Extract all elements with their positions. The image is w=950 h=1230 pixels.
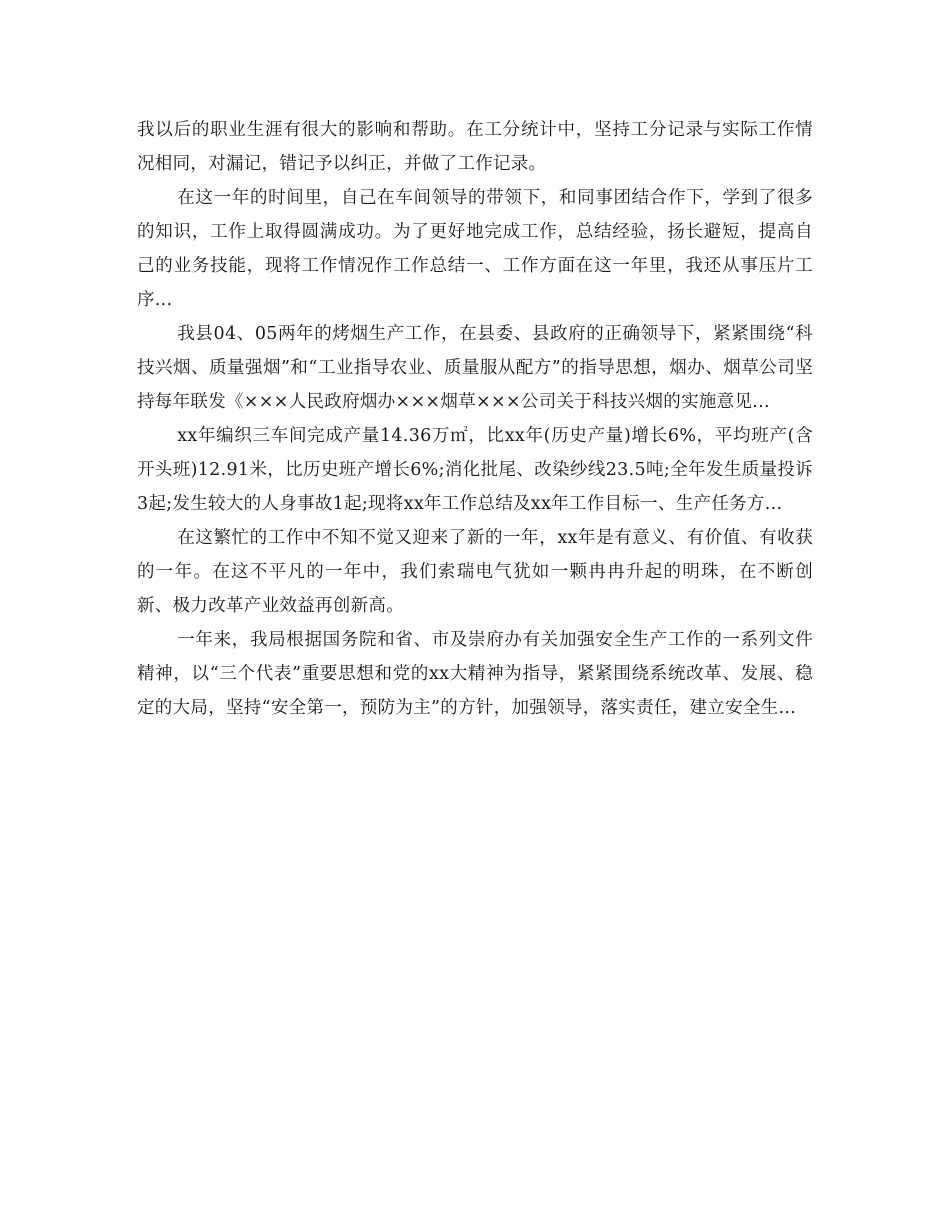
paragraph-workshop-summary: 在这一年的时间里，自己在车间领导的带领下，和同事团结合作下，学到了很多的知识，工作上取得圆满成功。为了更好地完成工作，总结经验，扬长避短，提高自己的业务技能，现将工作情况作工作总结一、工作方面在这一年里，我还从事压片工序... xyxy=(137,188,813,310)
document-body xyxy=(137,113,813,725)
paragraph-safety-production: 一年来，我局根据国务院和省、市及崇府办有关加强安全生产工作的一系列文件精神，以“三个代表”重要思想和党的xx大精神为指导，紧紧围绕系统改革、发展、稳定的大局，坚持“安全第一，预防为主”的方针，加强领导，落实责任，建立安全生... xyxy=(137,630,813,718)
paragraph-tobacco-production: 我县04、05两年的烤烟生产工作，在县委、县政府的正确领导下，紧紧围绕“科技兴烟、质量强烟”和“工业指导农业、质量服从配方”的指导思想，烟办、烟草公司坚持每年联发《×××人民政府烟办×××烟草×××公司关于科技兴烟的实施意见... xyxy=(137,324,813,412)
paragraph-new-year: 在这繁忙的工作中不知不觉又迎来了新的一年，xx年是有意义、有价值、有收获的一年。在这不平凡的一年中，我们索瑞电气犹如一颗冉冉升起的明珠，在不断创新、极力改革产业效益再创新高。 xyxy=(137,528,813,616)
paragraph-continuation: 我以后的职业生涯有很大的影响和帮助。在工分统计中，坚持工分记录与实际工作情况相同，对漏记，错记予以纠正，并做了工作记录。 xyxy=(137,120,813,174)
paragraph-weaving-output: xx年编织三车间完成产量14.36万㎡，比xx年(历史产量)增长6%，平均班产(含开头班)12.91米，比历史班产增长6%;消化批尾、改染纱线23.5吨;全年发生质量投诉3起;发生较大的人身事故1起;现将xx年工作总结及xx年工作目标一、生产任务方... xyxy=(137,426,813,514)
